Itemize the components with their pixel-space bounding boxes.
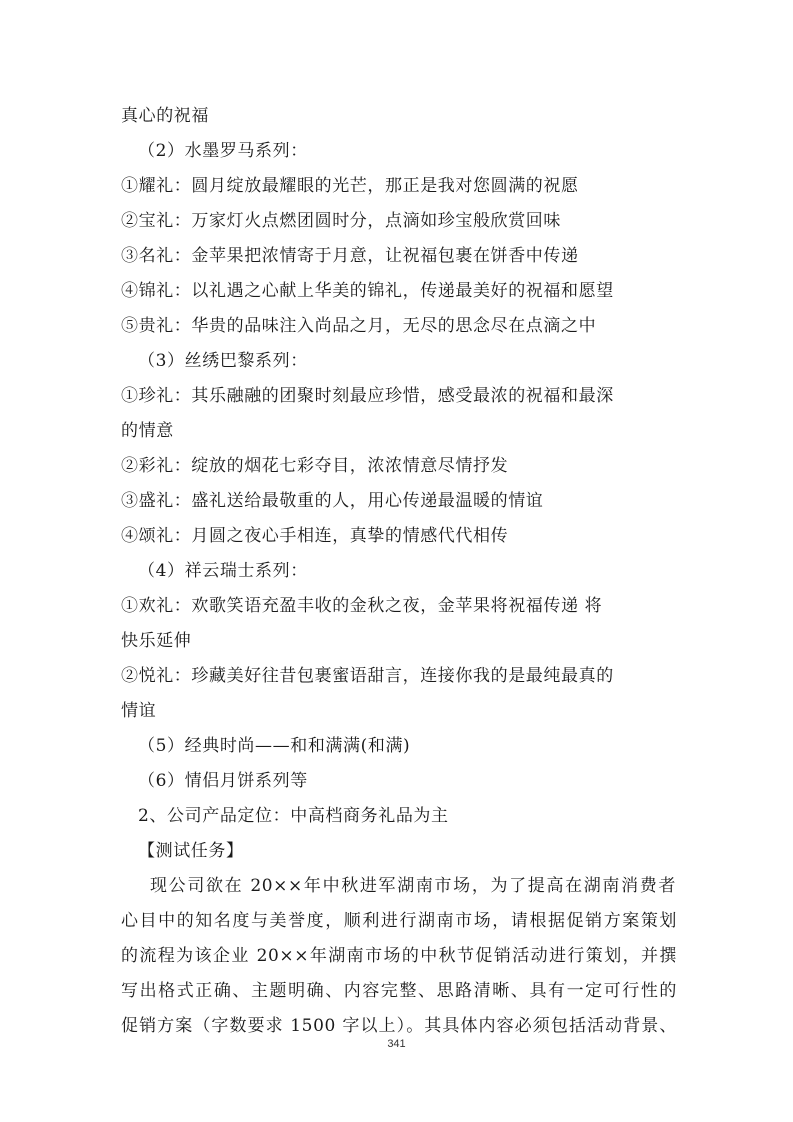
text-line: ①耀礼：圆月绽放最耀眼的光芒，那正是我对您圆满的祝愿	[121, 176, 579, 196]
text-line: ①欢礼：欢歌笑语充盈丰收的金秋之夜，金苹果将祝福传递 将	[121, 596, 603, 616]
text-line: ⑤贵礼：华贵的品味注入尚品之月，无尽的思念尽在点滴之中	[121, 316, 597, 336]
text-line: 真心的祝福	[121, 106, 209, 126]
section-heading: 【测试任务】	[138, 841, 244, 861]
page-number: 341	[387, 1038, 406, 1050]
section-heading: 2、公司产品定位：中高档商务礼品为主	[138, 806, 449, 826]
text-line: ②悦礼：珍藏美好往昔包裹蜜语甜言，连接你我的是最纯最真的	[121, 666, 614, 686]
text-line: ③盛礼：盛礼送给最敬重的人，用心传递最温暖的情谊	[121, 491, 544, 511]
text-line: ④锦礼：以礼遇之心献上华美的锦礼，传递最美好的祝福和愿望	[121, 281, 614, 301]
paragraph-line: 现公司欲在 20××年中秋进军湖南市场，为了提高在湖南消费者	[150, 876, 676, 896]
section-heading: （2）水墨罗马系列：	[138, 141, 308, 161]
text-line: ①珍礼：其乐融融的团聚时刻最应珍惜，感受最浓的祝福和最深	[121, 386, 614, 406]
paragraph-line: 促销方案（字数要求 1500 字以上）。其具体内容必须包括活动背景、	[121, 1016, 677, 1036]
section-heading: （4）祥云瑞士系列：	[138, 561, 308, 581]
paragraph-line: 的流程为该企业 20××年湖南市场的中秋节促销活动进行策划，并撰	[121, 946, 677, 966]
text-line: ②彩礼：绽放的烟花七彩夺目，浓浓情意尽情抒发	[121, 456, 509, 476]
text-line: 情谊	[121, 701, 157, 721]
text-line: ②宝礼：万家灯火点燃团圆时分，点滴如珍宝般欣赏回味	[121, 211, 561, 231]
text-line: 的情意	[121, 421, 174, 441]
paragraph-line: 心目中的知名度与美誉度，顺利进行湖南市场，请根据促销方案策划	[121, 911, 677, 931]
section-heading: （6）情侣月饼系列等	[138, 771, 308, 791]
paragraph-line: 写出格式正确、主题明确、内容完整、思路清晰、具有一定可行性的	[121, 981, 677, 1001]
text-line: 快乐延伸	[121, 631, 192, 651]
section-heading: （3）丝绣巴黎系列：	[138, 351, 308, 371]
section-heading: （5）经典时尚——和和满满(和满)	[138, 736, 411, 756]
text-line: ③名礼：金苹果把浓情寄于月意，让祝福包裹在饼香中传递	[121, 246, 579, 266]
text-line: ④颂礼：月圆之夜心手相连，真挚的情感代代相传	[121, 526, 509, 546]
